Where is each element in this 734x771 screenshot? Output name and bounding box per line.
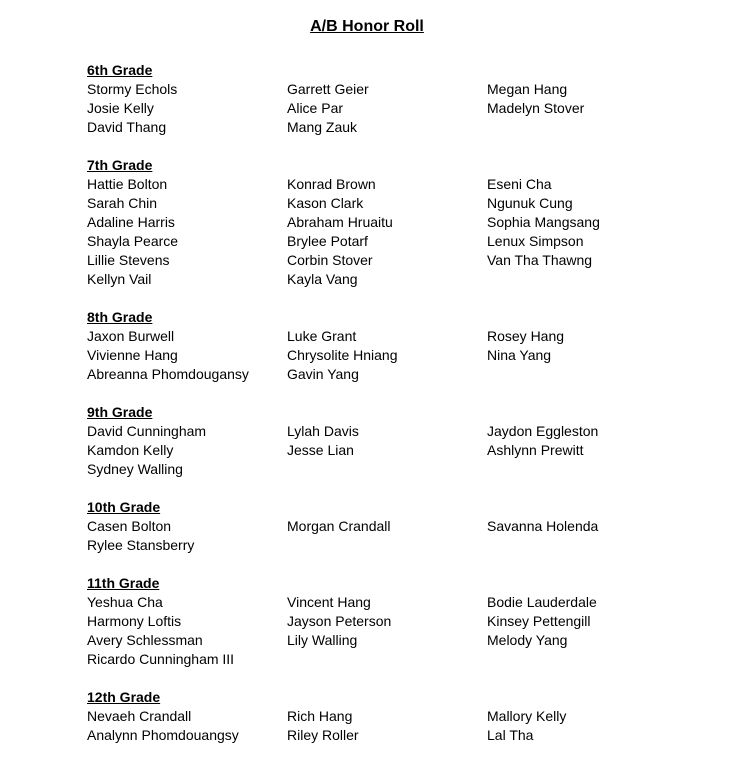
student-name: Kayla Vang [287,271,358,287]
student-name [287,536,487,555]
student-name: Casen Bolton [87,518,172,534]
name-row [87,251,687,270]
student-name: Jayson Peterson [287,613,392,629]
student-name: Lily Walling [287,632,358,648]
student-name: Josie Kelly [87,100,154,116]
student-name: Corbin Stover [287,252,373,268]
name-row [87,612,687,631]
student-name: Garrett Geier [287,81,369,97]
student-name: Konrad Brown [287,176,376,192]
student-name: Rich Hang [287,708,353,724]
page-title: A/B Honor Roll [310,18,424,35]
student-name: Morgan Crandall [287,518,391,534]
student-name: Jaydon Eggleston [487,423,599,439]
name-row [87,232,687,251]
grade-section [87,308,687,384]
name-row [87,631,687,650]
honor-roll-list [87,61,687,764]
student-name: Kamdon Kelly [87,442,174,458]
student-name: Abraham Hruaitu [287,214,393,230]
name-row [87,536,687,555]
student-name [487,650,687,669]
student-name: Savanna Holenda [487,518,599,534]
student-name: Hattie Bolton [87,176,168,192]
student-name: Rylee Stansberry [87,537,195,553]
student-name: Rosey Hang [487,328,565,344]
grade-section [87,403,687,479]
student-name: Eseni Cha [487,176,552,192]
grade-heading: 10th Grade [87,499,161,515]
student-name: Shayla Pearce [87,233,179,249]
student-name [487,460,687,479]
student-name: Kason Clark [287,195,364,211]
student-name: Bodie Lauderdale [487,594,597,610]
student-name: David Thang [87,119,167,135]
name-row [87,327,687,346]
name-row [87,441,687,460]
student-name: Ngunuk Cung [487,195,573,211]
grade-section [87,61,687,137]
student-name: Nina Yang [487,347,552,363]
name-row [87,346,687,365]
student-name: Sophia Mangsang [487,214,600,230]
name-row [87,365,687,384]
name-row [87,175,687,194]
student-name: Melody Yang [487,632,568,648]
name-row [87,650,687,669]
name-row [87,726,687,745]
grade-heading: 7th Grade [87,157,153,173]
name-row [87,118,687,137]
student-name: Ashlynn Prewitt [487,442,584,458]
student-name [487,118,687,137]
student-name: Sarah Chin [87,195,158,211]
student-name [487,536,687,555]
student-name: David Cunningham [87,423,207,439]
student-name: Jaxon Burwell [87,328,175,344]
name-row [87,707,687,726]
student-name: Ricardo Cunningham III [87,651,235,667]
student-name [487,270,687,289]
name-row [87,213,687,232]
student-name: Sydney Walling [87,461,183,477]
student-name: Mallory Kelly [487,708,567,724]
grade-section [87,498,687,555]
student-name: Alice Par [287,100,344,116]
name-row [87,270,687,289]
name-row [87,593,687,612]
student-name: Jesse Lian [287,442,354,458]
grade-heading: 11th Grade [87,575,160,591]
student-name: Stormy Echols [87,81,178,97]
name-row [87,80,687,99]
student-name: Lal Tha [487,727,534,743]
student-name [487,365,687,384]
student-name: Chrysolite Hniang [287,347,398,363]
student-name: Megan Hang [487,81,568,97]
student-name: Madelyn Stover [487,100,585,116]
student-name: Van Tha Thawng [487,252,593,268]
student-name: Lillie Stevens [87,252,170,268]
student-name: Vincent Hang [287,594,371,610]
student-name: Lenux Simpson [487,233,584,249]
grade-section [87,574,687,669]
student-name: Harmony Loftis [87,613,182,629]
name-row [87,99,687,118]
grade-heading: 8th Grade [87,309,153,325]
student-name: Vivienne Hang [87,347,178,363]
name-row [87,517,687,536]
name-row [87,460,687,479]
grade-heading: 6th Grade [87,62,153,78]
student-name: Adaline Harris [87,214,175,230]
grade-heading: 12th Grade [87,689,161,705]
grade-section [87,156,687,289]
student-name: Abreanna Phomdougansy [87,366,249,382]
student-name: Nevaeh Crandall [87,708,192,724]
student-name: Yeshua Cha [87,594,163,610]
student-name: Lylah Davis [287,423,359,439]
grade-section [87,688,687,745]
student-name: Luke Grant [287,328,357,344]
student-name: Avery Schlessman [87,632,203,648]
name-row [87,422,687,441]
grade-heading: 9th Grade [87,404,153,420]
student-name [287,650,487,669]
student-name: Gavin Yang [287,366,359,382]
student-name: Analynn Phomdouangsy [87,727,239,743]
student-name: Brylee Potarf [287,233,368,249]
student-name: Kinsey Pettengill [487,613,591,629]
name-row [87,194,687,213]
student-name: Kellyn Vail [87,271,152,287]
student-name: Riley Roller [287,727,359,743]
student-name [287,460,487,479]
student-name: Mang Zauk [287,119,358,135]
